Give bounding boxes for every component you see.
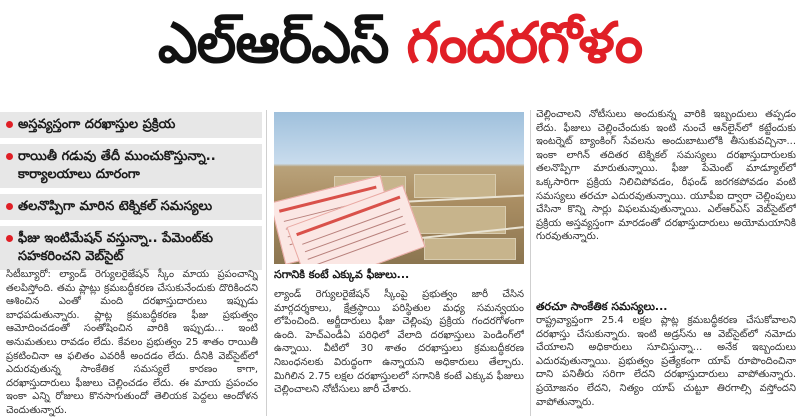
bullet-dot-icon — [6, 121, 13, 128]
bullet-dot-icon — [6, 235, 13, 242]
bullet-dot-icon — [6, 203, 13, 210]
news-photo — [274, 112, 524, 264]
article-column-left: సిటీబ్యూరో: ల్యాండ్ రెగ్యులరైజేషన్ స్కీం మాయ ప్రపంచాన్ని తలపిస్తోంది. తమ ప్లాట్లు క్రమబద్ధీకరణ చేసుకునేందుకు దొరికిందని ఆశించిన ఎంతో మంది దరఖాస్తుదారులు ఇప్పుడు బాధపడుతున్నారు. ప్లాట్ల క్రమబద్ధీకరణ ఫీజు ప్రభుత్వం ఆమోదించడంతో సంతోషించిన వారికి ఇప్పుడు... ఇంటి అనుమతులు రావడం లేదు. కేవలం ప్రభుత్వం 25 శాతం రాయితీ ప్రకటించినా ఆ ఫలితం ఎవరికీ అందడం లేదు. దీనికి వెబ్‌సైట్‌లో ఎదురవుతున్న సాంకేతిక సమస్యలే కారణం కాగా, దరఖాస్తుదారులు ఫీజులు చెల్లించడం లేదు. ఈ మాయ ప్రపంచం ఇంకా ఎన్ని రోజులు కొనసాగుతుందో తెలియక పెద్దలు ఆందోళన చెందుతున్నారు. — [6, 269, 258, 416]
headline — [0, 0, 800, 100]
article-column-right-bottom: రాష్ట్రవ్యాప్తంగా 25.4 లక్షల ప్లాట్ల క్రమబద్ధీకరణ చేసుకోవాలని దరఖాస్తు చేసుకున్నారు. ఇంటి అడ్రస్‌ను ఆ వెబ్‌సైట్‌లో నమోదు చేయాలని అధికారులు సూచిస్తున్నా... అనేక ఇబ్బందులు ఎదురవుతున్నాయి. ప్రభుత్వం ప్రత్యేకంగా యాప్ రూపొందించినా దాని పనితీరు సరిగా లేదని దరఖాస్తుదారులు వాపోతున్నారు. ప్రయోజనం లేదని, నిత్యం యాప్ చుట్టూ తిరగాల్సి వస్తోందని వాపోతున్నారు. — [536, 315, 796, 408]
bullet-list — [0, 112, 262, 276]
bullet-text: ఫీజు ఇంటిమేషన్ వస్తున్నా.. పేమెంట్‌కు సహకరించని వెబ్‌సైట్ — [18, 231, 214, 264]
bullet-item — [0, 112, 262, 138]
headline-part1: ఎల్ఆర్ఎస్ — [157, 10, 389, 76]
photo-caption: సగానికి కంటే ఎక్కువ ఫీజులు... — [274, 268, 410, 281]
bullet-item — [0, 194, 262, 220]
bullet-item — [0, 226, 262, 270]
bullet-item — [0, 144, 262, 188]
photo-plot — [424, 238, 516, 260]
column-divider — [266, 110, 267, 416]
article-column-right-top: చెల్లించాలని నోటీసులు అందుకున్న వారికి ఇబ్బందులు తప్పడం లేదు. ఫీజులు చెల్లించేందుకు ఇంటి నుంచే ఆన్‌లైన్‌లో కట్టేందుకు ఇంటర్నెట్ బ్యాంకింగ్ సేవలను అందుబాటులోకి తీసుకువచ్చినా... ఇంకా లాగిన్ తదితర టెక్నికల్ సమస్యలు దరఖాస్తుదారులకు తలనొప్పిగా మారుతున్నాయి. ఫీజు పేమెంట్ మాడ్యూల్‌లో ఒక్కసారిగా ప్రక్రియ నిలిచిపోవడం, రీఫండ్ జరగకపోవడం వంటి సమస్యలు తరచూ ఎదురవుతున్నాయి. యూపీఐ ద్వారా చెల్లింపులు చేసినా కొన్ని సార్లు విఫలమవుతున్నాయి. ఎల్ఆర్ఎస్ వెబ్‌సైట్‌లో ప్రక్రియ అస్తవ్యస్తంగా మారడంతో దరఖాస్తుదారులు అయోమయానికి గురవుతున్నారు. — [536, 109, 796, 243]
column-divider — [530, 110, 531, 416]
bullet-text: రాయితీ గడువు తేదీ ముంచుకొస్తున్నా.. కార్యాలయాలు దూరంగా — [18, 149, 216, 182]
section-subhead: తరచూ సాంకేతిక సమస్యలు... — [536, 300, 668, 313]
bullet-text: అస్తవ్యస్తంగా దరఖాస్తుల ప్రక్రియ — [18, 117, 176, 132]
bullet-text: తలనొప్పిగా మారిన టెక్నికల్ సమస్యలు — [18, 199, 213, 214]
bullet-dot-icon — [6, 153, 13, 160]
article-column-middle: ల్యాండ్ రెగ్యులరైజేషన్ స్కీంపై ప్రభుత్వం జారీ చేసిన మార్గదర్శకాలు, క్షేత్రస్థాయి పరిస్థితుల మధ్య సమన్వయం లోపించింది. అర్జీదారులు ఫీజు చెల్లింపు ప్రక్రియ గందరగోళంగా ఉంది. హెచ్ఎండీఏ పరిధిలో వేలాది దరఖాస్తులు పెండింగ్‌లో ఉన్నాయి. వీటిలో 30 శాతం దరఖాస్తులు క్రమబద్ధీకరణ నిబంధనలకు విరుద్ధంగా ఉన్నాయని అధికారులు తేల్చారు. మిగిలిన 2.75 లక్షల దరఖాస్తులలో సగానికి కంటే ఎక్కువ ఫీజులు చెల్లించాలని నోటీసులు జారీ చేశారు. — [274, 289, 524, 396]
photo-plot — [414, 174, 496, 198]
headline-part2: గందరగోళం — [406, 10, 643, 76]
